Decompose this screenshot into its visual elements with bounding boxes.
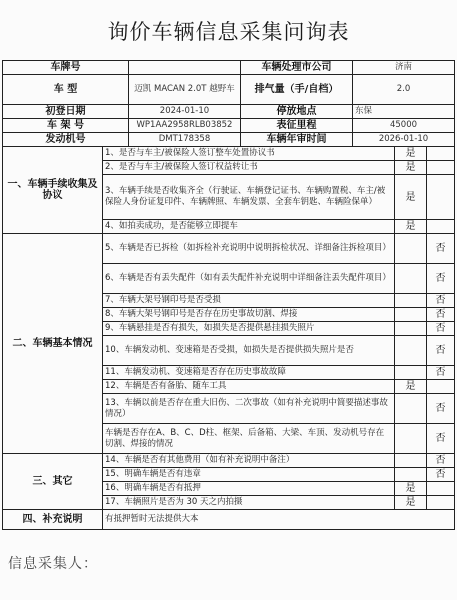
section-1-label: 一、车辆手续收集及协议 bbox=[3, 147, 103, 234]
displacement-value: 2.0 bbox=[353, 75, 455, 105]
row-plate bbox=[3, 61, 455, 75]
answer-1-alt bbox=[427, 147, 455, 161]
question-4: 4、如拍卖成功，是否能够立即提车 bbox=[103, 220, 395, 234]
answer-15-alt bbox=[395, 468, 427, 482]
question-10: 10、车辆发动机、变速箱是否受损，如损失是否提供损失照片是否 bbox=[103, 336, 395, 366]
question-row-5 bbox=[3, 234, 455, 264]
question-13: 13、车辆以前是否存在重大旧伤、二次事故（如有补充说明中简要描述事故情况） bbox=[103, 394, 395, 424]
plate-label: 车牌号 bbox=[3, 61, 129, 75]
supplement-row bbox=[3, 510, 455, 530]
question-1: 1、是否与车主/被保险人签订整车处置协议书 bbox=[103, 147, 395, 161]
answer-11: 否 bbox=[427, 366, 455, 380]
section-4-label: 四、补充说明 bbox=[3, 510, 103, 530]
question-5: 5、车辆是否已拆检（如拆检补充说明中说明拆检状况、详细备注拆检项目） bbox=[103, 234, 395, 264]
engine-value: DMT178358 bbox=[129, 133, 241, 147]
answer-7: 否 bbox=[427, 294, 455, 308]
reg-value: 2024-01-10 bbox=[129, 105, 241, 119]
question-2: 2、是否与车主/被保险人签订权益转让书 bbox=[103, 161, 395, 175]
plate-value bbox=[129, 61, 241, 75]
inspect-label: 车辆年审时间 bbox=[241, 133, 353, 147]
engine-label: 发动机号 bbox=[3, 133, 129, 147]
vin-label: 车 架 号 bbox=[3, 119, 129, 133]
park-value: 东保 bbox=[353, 105, 455, 119]
question-12: 12、车辆是否有备胎、随车工具 bbox=[103, 380, 395, 394]
answer-2: 是 bbox=[395, 161, 427, 175]
answer-2-alt bbox=[427, 161, 455, 175]
question-9: 9、车辆悬挂是否有损失，如损失是否提供悬挂损失照片 bbox=[103, 322, 395, 336]
answer-8-alt bbox=[395, 308, 427, 322]
question-8: 8、车辆大架号钢印号是否存在历史事故切割、焊接 bbox=[103, 308, 395, 322]
answer-5: 否 bbox=[427, 234, 455, 264]
question-row-14 bbox=[3, 454, 455, 468]
answer-7-alt bbox=[395, 294, 427, 308]
displacement-label: 排气量（手/自档） bbox=[241, 75, 353, 105]
inspect-value: 2026-01-10 bbox=[353, 133, 455, 147]
park-label: 停放地点 bbox=[241, 105, 353, 119]
answer-14: 否 bbox=[427, 454, 455, 468]
answer-3: 是 bbox=[395, 175, 427, 220]
row-vin bbox=[3, 119, 455, 133]
question-15: 15、明确车辆是否有违章 bbox=[103, 468, 395, 482]
question-16: 16、明确车辆是否有抵押 bbox=[103, 482, 395, 496]
location-value: 济南 bbox=[353, 61, 455, 75]
answer-11-alt bbox=[395, 366, 427, 380]
answer-16-alt bbox=[427, 482, 455, 496]
answer-13b-alt bbox=[395, 424, 427, 454]
answer-17-alt bbox=[427, 496, 455, 510]
model-label: 车 型 bbox=[3, 75, 129, 105]
answer-10-alt bbox=[395, 336, 427, 366]
vin-value: WP1AA2958RLB03852 bbox=[129, 119, 241, 133]
answer-1: 是 bbox=[395, 147, 427, 161]
row-model bbox=[3, 75, 455, 105]
question-11: 11、车辆发动机、变速箱是否存在历史事故故障 bbox=[103, 366, 395, 380]
answer-13b: 否 bbox=[427, 424, 455, 454]
question-14: 14、车辆是否有其他费用（如有补充说明中备注） bbox=[103, 454, 395, 468]
location-label: 车辆处理市公司 bbox=[241, 61, 353, 75]
row-engine bbox=[3, 133, 455, 147]
answer-6-alt bbox=[395, 264, 427, 294]
answer-12-alt bbox=[427, 380, 455, 394]
answer-9-alt bbox=[395, 322, 427, 336]
answer-14-alt bbox=[395, 454, 427, 468]
answer-4-alt bbox=[427, 220, 455, 234]
answer-5-alt bbox=[395, 234, 427, 264]
supplement-text: 有抵押暂时无法提供大本 bbox=[103, 510, 455, 530]
question-13b: 车辆是否存在A、B、C、D柱、框架、后备箱、大梁、车顶、发动机号存在切割、焊接的情况 bbox=[103, 424, 395, 454]
answer-13-alt bbox=[395, 394, 427, 424]
question-17: 17、车辆照片是否为 30 天之内拍摄 bbox=[103, 496, 395, 510]
answer-3-alt bbox=[427, 175, 455, 220]
answer-4: 是 bbox=[395, 220, 427, 234]
model-value: 迈凯 MACAN 2.0T 越野车 bbox=[129, 75, 241, 105]
answer-8: 否 bbox=[427, 308, 455, 322]
page-title: 询价车辆信息采集问询表 bbox=[107, 20, 350, 44]
answer-13: 否 bbox=[427, 394, 455, 424]
reg-label: 初登日期 bbox=[3, 105, 129, 119]
answer-17: 是 bbox=[395, 496, 427, 510]
answer-12: 是 bbox=[395, 380, 427, 394]
answer-10: 否 bbox=[427, 336, 455, 366]
question-row-1 bbox=[3, 147, 455, 161]
collector-label: 信息采集人： bbox=[8, 556, 98, 572]
question-3: 3、车辆手续是否收集齐全（行驶证、车辆登记证书、车辆购置税、车主/被保险人身份证复印件、车辆牌照、车辆发票、全套车钥匙、车辆险保单） bbox=[103, 175, 395, 220]
odo-value: 45000 bbox=[353, 119, 455, 133]
answer-15: 否 bbox=[427, 468, 455, 482]
section-2-label: 二、车辆基本情况 bbox=[3, 234, 103, 454]
row-reg bbox=[3, 105, 455, 119]
answer-16: 是 bbox=[395, 482, 427, 496]
inquiry-table bbox=[2, 60, 455, 530]
question-7: 7、车辆大架号钢印号是否受损 bbox=[103, 294, 395, 308]
answer-6: 否 bbox=[427, 264, 455, 294]
question-6: 6、车辆是否有丢失配件（如有丢失配件补充说明中详细备注丢失配件项目） bbox=[103, 264, 395, 294]
section-3-label: 三、其它 bbox=[3, 454, 103, 510]
odo-label: 表征里程 bbox=[241, 119, 353, 133]
answer-9: 否 bbox=[427, 322, 455, 336]
